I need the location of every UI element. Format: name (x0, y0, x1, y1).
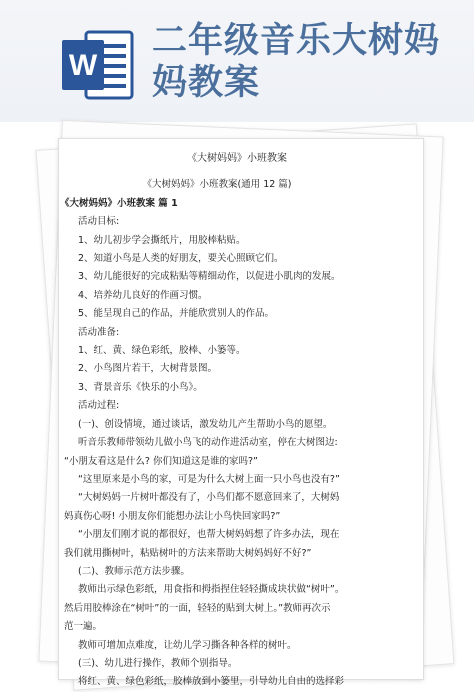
body-line: “大树妈妈一片树叶都没有了，小鸟们都不愿意回来了，大树妈 (78, 492, 340, 504)
body-line: 1、幼儿初步学会撕纸片，用胶棒粘贴。 (78, 234, 246, 246)
section-heading: 《大树妈妈》小班教案 篇 1 (60, 197, 178, 209)
body-line: 3、背景音乐《快乐的小鸟》。 (78, 381, 203, 393)
page-title-line-1: 二年级音乐大树妈 (152, 21, 441, 61)
body-line: (二)、教师示范方法步骤。 (78, 565, 190, 577)
page-title-line-2: 妈教案 (152, 63, 261, 103)
document-title: 《大树妈妈》小班教案 (187, 153, 287, 164)
page-title (152, 20, 452, 104)
body-line: 活动过程: (78, 400, 120, 412)
word-icon-letter: W (68, 49, 98, 82)
body-line: “这里原来是小鸟的家，可是为什么大树上面一只小鸟也没有?” (78, 473, 340, 485)
body-line: 范一遍。 (64, 621, 103, 633)
body-line: 将红、黄、绿色彩纸，胶棒放到小篓里，引导幼儿自由的选择彩 (78, 676, 345, 688)
word-document-icon (62, 28, 134, 102)
body-line: 活动准备: (78, 326, 120, 338)
body-line: 2、小鸟图片若干，大树背景图。 (78, 363, 218, 375)
body-line: 1、红、黄、绿色彩纸，胶棒、小篓等。 (78, 345, 246, 357)
body-line: 我们就用撕树叶，粘贴树叶的方法来帮助大树妈妈好不好?” (64, 547, 312, 559)
body-line: (一)、创设情境，通过谈话，激发幼儿产生帮助小鸟的愿望。 (78, 418, 333, 430)
body-line: “小朋友看这是什么? 你们知道这是谁的家吗?” (64, 455, 258, 467)
body-line: 妈真伤心呀! 小朋友你们能想办法让小鸟快回家吗?” (64, 510, 281, 522)
body-line: 5、能呈现自己的作品，并能欣赏别人的作品。 (78, 308, 275, 320)
body-line: 然后用胶棒涂在“树叶”的一面，轻轻的贴到大树上。”教师再次示 (64, 602, 331, 614)
body-line: “小朋友们刚才说的都很好，也帮大树妈妈想了许多办法，现在 (78, 529, 340, 541)
document-subtitle: 《大树妈妈》小班教案(通用 12 篇) (142, 179, 292, 191)
header-banner (0, 0, 474, 122)
body-line: 听音乐教师带领幼儿做小鸟飞的动作进活动室，停在大树图边: (78, 437, 338, 449)
body-line: 教师可增加点难度，让幼儿学习撕各种各样的树叶。 (78, 639, 297, 651)
body-line: 3、幼儿能很好的完成粘贴等精细动作，以促进小肌肉的发展。 (78, 271, 341, 283)
body-line: 活动目标: (78, 216, 120, 228)
body-line: 4、培养幼儿良好的作画习惯。 (78, 289, 208, 301)
body-line: 教师出示绿色彩纸，用食指和拇指捏住轻轻撕成块状做“树叶”。 (78, 584, 345, 596)
document-body (60, 150, 410, 692)
body-line: 2、知道小鸟是人类的好朋友，要关心照顾它们。 (78, 253, 284, 265)
body-line: (三)、幼儿进行操作，教师个别指导。 (78, 657, 238, 669)
